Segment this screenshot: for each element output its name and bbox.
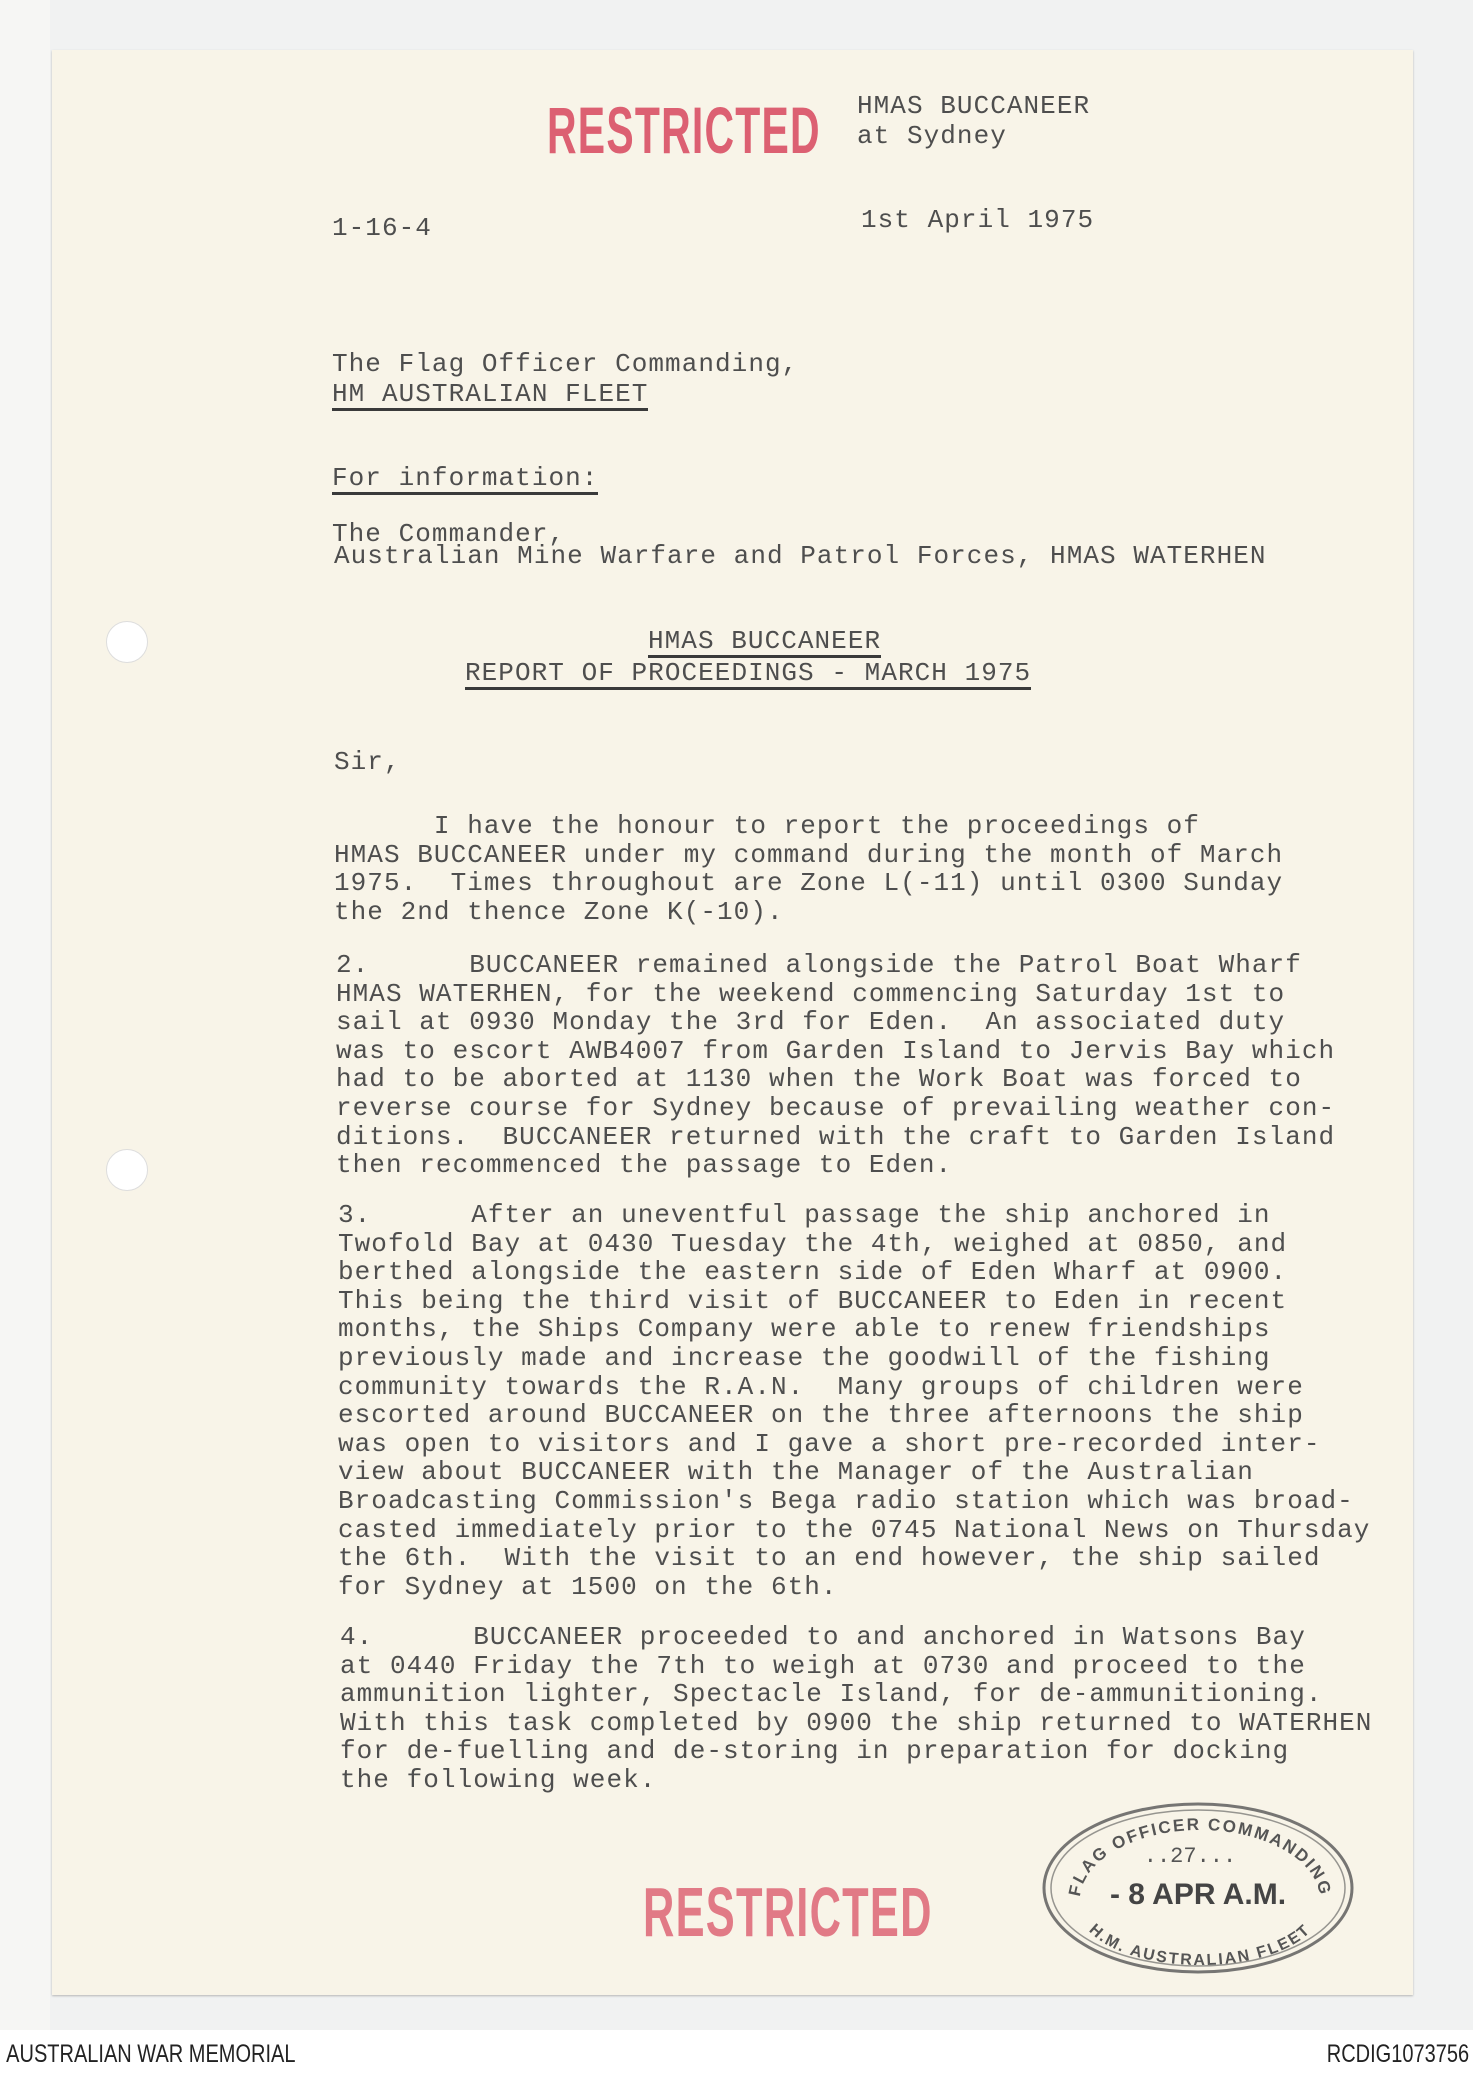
paragraph-line: the following week. [340, 1764, 657, 1795]
paragraph-line: community towards the R.A.N. Many groups of children were [338, 1371, 1304, 1402]
paragraph-line: was open to visitors and I gave a short pre-recorded inter- [338, 1428, 1321, 1459]
paragraph-line: for Sydney at 1500 on the 6th. [338, 1571, 838, 1602]
paragraph-line: view about BUCCANEER with the Manager of the Australian [338, 1457, 1254, 1488]
paragraph-line: the 2nd thence Zone K(-10). [334, 896, 784, 927]
paragraph-line: escorted around BUCCANEER on the three afternoons the ship [338, 1400, 1304, 1431]
restricted-stamp-top: RESTRICTED [547, 93, 821, 167]
paragraph-2 [336, 951, 1335, 1180]
stamp-date: - 8 APR A.M. [1109, 1878, 1287, 1911]
for-information-label: For information: [332, 463, 599, 493]
stamp-top-text: FLAG OFFICER COMMANDING [1065, 1814, 1336, 1898]
scan-edge [0, 0, 50, 2030]
paragraph-line: This being the third visit of BUCCANEER to Eden in recent [338, 1285, 1288, 1316]
paragraph-line: for de-fuelling and de-storing in preparation for docking [340, 1736, 1290, 1767]
footer-record-id: RCDIG1073756 [1326, 2040, 1470, 2068]
paragraph-line: had to be aborted at 1130 when the Work Boat was forced to [336, 1064, 1302, 1095]
paragraph-line: at 0440 Friday the 7th to weigh at 0730 and proceed to the [340, 1650, 1306, 1681]
paragraph-line: Broadcasting Commission's Bega radio station which was broad- [338, 1485, 1354, 1516]
paragraph-1 [334, 812, 1283, 926]
paragraph-line: months, the Ships Company were able to renew friendships [338, 1314, 1271, 1345]
stamp-bottom-text: H.M. AUSTRALIAN FLEET [1085, 1921, 1315, 1970]
punch-hole [106, 1149, 148, 1191]
paragraph-line: With this task completed by 0900 the ship returned to WATERHEN [340, 1707, 1373, 1738]
paragraph-line: ditions. BUCCANEER returned with the craft to Garden Island [336, 1121, 1336, 1152]
ship-name: HMAS BUCCANEER [857, 91, 1091, 121]
info-line1: The Commander, [332, 519, 566, 549]
paragraph-line: casted immediately prior to the 0745 National News on Thursday [338, 1514, 1371, 1545]
salutation: Sir, [334, 747, 401, 777]
letter-date: 1st April 1975 [861, 205, 1095, 235]
paragraph-line: 2. BUCCANEER remained alongside the Patrol Boat Wharf [336, 950, 1302, 980]
paragraph-line: HMAS BUCCANEER under my command during the month of March [334, 839, 1284, 870]
paragraph-line: was to escort AWB4007 from Garden Island to Jervis Bay which [336, 1035, 1336, 1066]
paragraph-line: 3. After an uneventful passage the ship anchored in [338, 1200, 1271, 1230]
addressee-line2: HM AUSTRALIAN FLEET [332, 379, 649, 409]
paragraph-line: I have the honour to report the proceedings of [334, 811, 1200, 841]
paragraph-line: 4. BUCCANEER proceeded to and anchored in Watsons Bay [340, 1622, 1306, 1652]
info-line2: Australian Mine Warfare and Patrol Forces, HMAS WATERHEN [334, 541, 1267, 571]
received-stamp [1040, 1800, 1355, 1976]
paragraph-line: 1975. Times throughout are Zone L(-11) until 0300 Sunday [334, 868, 1284, 899]
punch-hole [106, 621, 148, 663]
paragraph-line: ammunition lighter, Spectacle Island, for de-ammunitioning. [340, 1679, 1323, 1710]
paragraph-3 [338, 1201, 1370, 1601]
restricted-stamp-bottom: RESTRICTED [643, 1873, 933, 1951]
paragraph-line: then recommenced the passage to Eden. [336, 1150, 953, 1181]
paragraph-4 [340, 1623, 1372, 1795]
paragraph-line: reverse course for Sydney because of prevailing weather con- [336, 1092, 1336, 1123]
paragraph-line: previously made and increase the goodwill of the fishing [338, 1342, 1271, 1373]
stamp-number: ..27... [1143, 1844, 1237, 1869]
footer-institution: AUSTRALIAN WAR MEMORIAL [6, 2040, 296, 2068]
title-report: REPORT OF PROCEEDINGS - MARCH 1975 [465, 658, 1032, 688]
title-ship: HMAS BUCCANEER [648, 626, 882, 656]
paragraph-line: sail at 0930 Monday the 3rd for Eden. An associated duty [336, 1007, 1286, 1038]
addressee-line1: The Flag Officer Commanding, [332, 349, 799, 379]
paragraph-line: HMAS WATERHEN, for the weekend commencing Saturday 1st to [336, 978, 1286, 1009]
paragraph-line: Twofold Bay at 0430 Tuesday the 4th, weighed at 0850, and [338, 1228, 1288, 1259]
paragraph-line: berthed alongside the eastern side of Eden Wharf at 0900. [338, 1257, 1288, 1288]
paragraph-line: the 6th. With the visit to an end however, the ship sailed [338, 1543, 1321, 1574]
reference-number: 1-16-4 [332, 213, 432, 243]
ship-location: at Sydney [857, 121, 1007, 151]
